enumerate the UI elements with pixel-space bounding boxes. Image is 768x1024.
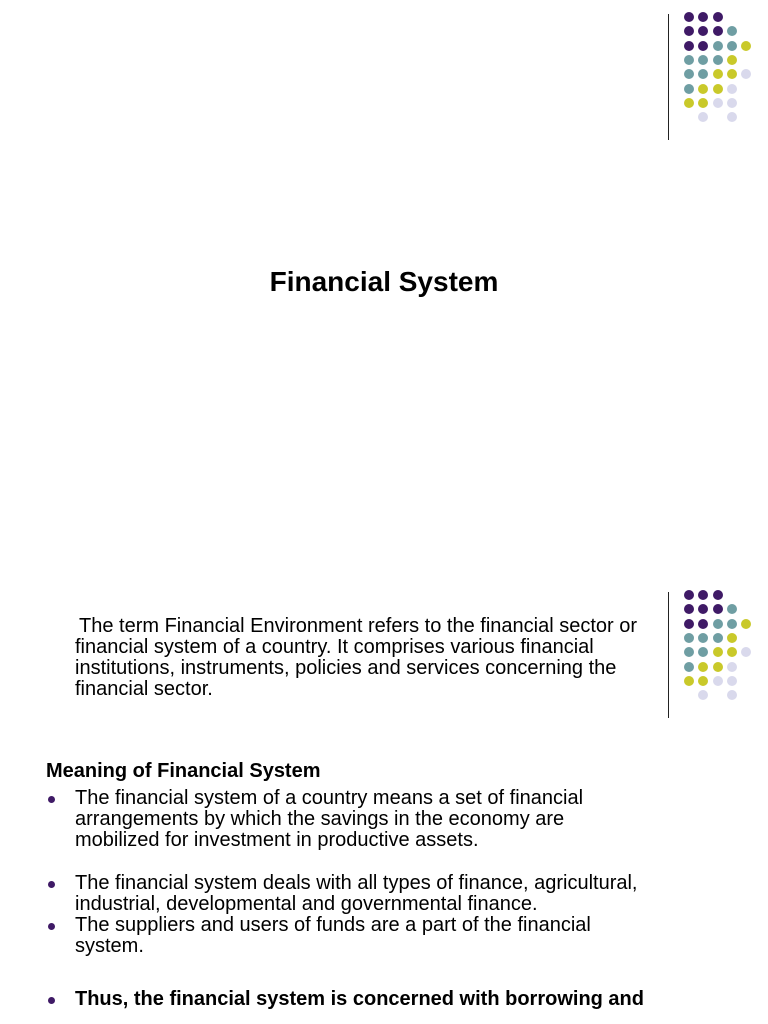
bullet-line: The financial system deals with all types of finance, agricultural, xyxy=(75,872,638,894)
bullet-line: Thus, the financial system is concerned with borrowing and xyxy=(75,988,644,1010)
decorative-dot xyxy=(727,84,737,94)
decorative-dot xyxy=(698,69,708,79)
decorative-dot xyxy=(713,98,723,108)
bullet-line: The financial system of a country means a set of financial xyxy=(75,787,584,809)
decorative-dot xyxy=(684,590,694,600)
decorative-dot xyxy=(684,26,694,36)
paragraph-line: financial system of a country. It comprises various financial xyxy=(75,636,594,658)
decorative-dot xyxy=(727,41,737,51)
decorative-dot xyxy=(684,69,694,79)
decorative-dot xyxy=(713,84,723,94)
decorative-dot xyxy=(684,55,694,65)
decorative-dot xyxy=(713,69,723,79)
decorative-dot xyxy=(713,26,723,36)
decorative-dot xyxy=(727,690,737,700)
bullet-item xyxy=(46,915,746,957)
bullet-line: industrial, developmental and governmental finance. xyxy=(75,893,538,915)
decorative-dot xyxy=(727,619,737,629)
decorative-dot xyxy=(727,647,737,657)
bullet-dot-icon xyxy=(48,796,55,803)
decorative-dot xyxy=(727,633,737,643)
decorative-dot xyxy=(684,604,694,614)
bullet-item xyxy=(46,989,746,1010)
bullet-line: arrangements by which the savings in the economy are xyxy=(75,808,565,830)
paragraph-line: The term Financial Environment refers to the financial sector or xyxy=(79,615,638,637)
bullet-item xyxy=(46,788,746,851)
decorative-dot xyxy=(727,26,737,36)
decorative-dot xyxy=(741,41,751,51)
decorative-dot xyxy=(713,12,723,22)
paragraph-line: institutions, instruments, policies and services concerning the xyxy=(75,657,617,679)
decorative-dot xyxy=(727,112,737,122)
decorative-dot xyxy=(684,41,694,51)
decorative-dot xyxy=(713,604,723,614)
decorative-dot xyxy=(741,619,751,629)
decorative-dot xyxy=(698,12,708,22)
bullet-list xyxy=(46,788,746,1010)
bullet-dot-icon xyxy=(48,881,55,888)
bullet-line: system. xyxy=(75,935,144,957)
bullet-dot-icon xyxy=(48,997,55,1004)
decorative-dot xyxy=(684,84,694,94)
decorative-dot xyxy=(698,112,708,122)
bullet-dot-icon xyxy=(48,923,55,930)
decorative-dot xyxy=(741,69,751,79)
content-slide xyxy=(0,580,768,1024)
decorative-dot xyxy=(698,84,708,94)
slide-title: Financial System xyxy=(269,266,499,297)
decorative-dot xyxy=(713,590,723,600)
decorative-dot xyxy=(684,12,694,22)
bullet-item xyxy=(46,873,746,915)
decorative-dot xyxy=(684,98,694,108)
decorative-dot xyxy=(727,676,737,686)
decorative-dot xyxy=(698,604,708,614)
decorative-dot xyxy=(727,662,737,672)
decorative-vertical-line xyxy=(668,14,669,140)
decorative-dot xyxy=(727,98,737,108)
intro-paragraph xyxy=(75,616,715,700)
bullet-line: mobilized for investment in productive assets. xyxy=(75,829,479,851)
dot-grid-decoration xyxy=(660,8,768,142)
paragraph-line: financial sector. xyxy=(75,678,213,700)
decorative-dot xyxy=(698,41,708,51)
bullet-line: The suppliers and users of funds are a part of the financial xyxy=(75,914,591,936)
decorative-dot xyxy=(698,98,708,108)
decorative-dot xyxy=(727,604,737,614)
section-heading: Meaning of Financial System xyxy=(46,760,321,782)
decorative-dot xyxy=(727,69,737,79)
decorative-dot xyxy=(713,41,723,51)
decorative-dot xyxy=(727,55,737,65)
decorative-dot xyxy=(698,55,708,65)
decorative-dot xyxy=(713,55,723,65)
decorative-dot xyxy=(741,647,751,657)
decorative-dot xyxy=(698,590,708,600)
decorative-dot xyxy=(698,26,708,36)
